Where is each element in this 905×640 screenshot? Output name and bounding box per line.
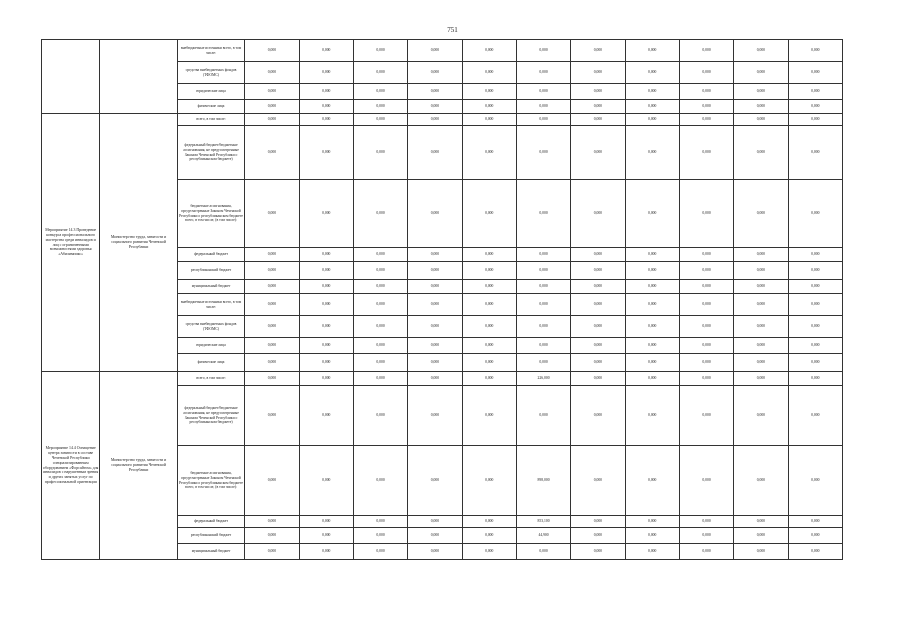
amount-cell: 0,000 [353, 544, 407, 560]
amount-cell: 0,000 [788, 100, 842, 114]
amount-cell: 0,000 [625, 386, 679, 446]
amount-cell: 0,000 [245, 354, 299, 372]
amount-cell: 0,000 [516, 100, 570, 114]
amount-cell: 0,000 [245, 126, 299, 180]
amount-cell: 0,000 [245, 338, 299, 354]
amount-cell: 0,000 [516, 544, 570, 560]
amount-cell: 0,000 [353, 100, 407, 114]
amount-cell: 0,000 [679, 180, 733, 248]
amount-cell: 0,000 [353, 84, 407, 100]
amount-cell: 0,000 [353, 372, 407, 386]
amount-cell: 0,000 [734, 280, 788, 294]
amount-cell: 0,000 [299, 248, 353, 262]
amount-cell: 0,000 [462, 126, 516, 180]
amount-cell: 0,000 [788, 528, 842, 544]
amount-cell: 0,000 [353, 386, 407, 446]
amount-cell: 0,000 [408, 516, 462, 528]
amount-cell: 0,000 [679, 354, 733, 372]
amount-cell: 0,000 [245, 516, 299, 528]
amount-cell: 0,000 [788, 126, 842, 180]
funding-source: федеральный бюджет/бюджетные ассигнования, не предусмотренные Законом Чеченской Республики о республиканском бюджете) [177, 126, 244, 180]
amount-cell: 0,000 [408, 294, 462, 316]
funding-source: федеральный бюджет/бюджетные ассигнования, не предусмотренные Законом Чеченской Республики о республиканском бюджете) [177, 386, 244, 446]
amount-cell: 0,000 [571, 372, 625, 386]
amount-cell: 0,000 [734, 40, 788, 62]
amount-cell: 0,000 [245, 100, 299, 114]
amount-cell: 0,000 [462, 114, 516, 126]
amount-cell: 0,000 [462, 262, 516, 280]
amount-cell: 0,000 [625, 544, 679, 560]
amount-cell: 0,000 [679, 372, 733, 386]
amount-cell: 0,000 [299, 40, 353, 62]
measure-executor [100, 40, 177, 114]
amount-cell: 0,000 [625, 372, 679, 386]
amount-cell: 0,000 [353, 528, 407, 544]
amount-cell: 0,000 [625, 316, 679, 338]
table-row [42, 372, 843, 386]
amount-cell: 0,000 [571, 544, 625, 560]
amount-cell: 0,000 [679, 62, 733, 84]
amount-cell: 0,000 [408, 372, 462, 386]
amount-cell: 0,000 [625, 338, 679, 354]
amount-cell: 0,000 [462, 280, 516, 294]
amount-cell: 0,000 [788, 40, 842, 62]
amount-cell: 0,000 [571, 316, 625, 338]
amount-cell: 0,000 [408, 100, 462, 114]
amount-cell: 0,000 [408, 248, 462, 262]
amount-cell: 0,000 [788, 62, 842, 84]
amount-cell: 0,000 [516, 114, 570, 126]
measure-name: Мероприятие 14.4 Оснащение центра занятости в составе Чеченской Республики специализированным оборудованием «Форсайтом» для инвалидов с нарушенным зрения и других занятых услуг по профессиональной ориентации [42, 372, 100, 560]
amount-cell: 0,000 [245, 248, 299, 262]
amount-cell: 0,000 [788, 544, 842, 560]
amount-cell: 0,000 [462, 100, 516, 114]
amount-cell: 0,000 [245, 280, 299, 294]
amount-cell: 0,000 [571, 338, 625, 354]
amount-cell: 0,000 [734, 248, 788, 262]
amount-cell: 0,000 [734, 316, 788, 338]
amount-cell: 0,000 [734, 386, 788, 446]
amount-cell: 0,000 [788, 280, 842, 294]
amount-cell: 0,000 [571, 100, 625, 114]
amount-cell: 0,000 [408, 528, 462, 544]
amount-cell: 0,000 [299, 544, 353, 560]
amount-cell: 0,000 [353, 338, 407, 354]
funding-source: всего, в том числе: [177, 114, 244, 126]
amount-cell: 0,000 [516, 294, 570, 316]
amount-cell: 0,000 [679, 338, 733, 354]
amount-cell: 0,000 [516, 386, 570, 446]
amount-cell: 0,000 [462, 40, 516, 62]
amount-cell: 0,000 [679, 40, 733, 62]
amount-cell: 0,000 [245, 62, 299, 84]
amount-cell: 0,000 [299, 446, 353, 516]
amount-cell: 0,000 [245, 84, 299, 100]
amount-cell: 0,000 [625, 62, 679, 84]
amount-cell: 0,000 [625, 280, 679, 294]
amount-cell: 0,000 [788, 262, 842, 280]
amount-cell: 0,000 [408, 338, 462, 354]
amount-cell: 0,000 [408, 126, 462, 180]
amount-cell: 0,000 [408, 316, 462, 338]
amount-cell: 0,000 [788, 316, 842, 338]
amount-cell: 0,000 [516, 338, 570, 354]
amount-cell: 0,000 [679, 544, 733, 560]
amount-cell: 0,000 [299, 180, 353, 248]
amount-cell: 0,000 [625, 446, 679, 516]
amount-cell: 0,000 [299, 516, 353, 528]
amount-cell: 0,000 [571, 180, 625, 248]
amount-cell: 0,000 [408, 354, 462, 372]
amount-cell: 0,000 [408, 262, 462, 280]
amount-cell: 0,000 [571, 62, 625, 84]
funding-source: федеральный бюджет [177, 248, 244, 262]
amount-cell: 0,000 [788, 372, 842, 386]
amount-cell: 0,000 [299, 372, 353, 386]
amount-cell: 0,000 [408, 446, 462, 516]
amount-cell: 0,000 [625, 126, 679, 180]
amount-cell: 0,000 [516, 126, 570, 180]
amount-cell: 0,000 [679, 248, 733, 262]
amount-cell: 0,000 [299, 100, 353, 114]
amount-cell: 0,000 [625, 528, 679, 544]
table-row [42, 114, 843, 126]
amount-cell: 0,000 [734, 446, 788, 516]
funding-source: юридические лица [177, 84, 244, 100]
amount-cell: 0,000 [734, 262, 788, 280]
amount-cell: 0,000 [788, 446, 842, 516]
amount-cell: 0,000 [571, 262, 625, 280]
amount-cell: 0,000 [462, 62, 516, 84]
amount-cell: 0,000 [299, 126, 353, 180]
amount-cell: 0,000 [353, 62, 407, 84]
amount-cell: 0,000 [734, 114, 788, 126]
amount-cell: 0,000 [299, 294, 353, 316]
amount-cell: 0,000 [299, 354, 353, 372]
amount-cell: 0,000 [571, 354, 625, 372]
amount-cell: 0,000 [245, 180, 299, 248]
amount-cell: 0,000 [353, 446, 407, 516]
amount-cell: 0,000 [788, 180, 842, 248]
amount-cell: 0,000 [462, 446, 516, 516]
amount-cell: 0,000 [679, 262, 733, 280]
amount-cell: 0,000 [245, 446, 299, 516]
amount-cell: 0,000 [625, 100, 679, 114]
amount-cell: 0,000 [462, 516, 516, 528]
funding-source: федеральный бюджет [177, 516, 244, 528]
amount-cell: 0,000 [625, 180, 679, 248]
measure-name [42, 40, 100, 114]
amount-cell: 0,000 [353, 516, 407, 528]
measure-name: Мероприятие 14.3 Проведение конкурса профессионального мастерства среди инвалидов и лиц с ограниченными возможностями здоровья «Абилимпикс» [42, 114, 100, 372]
amount-cell: 0,000 [245, 114, 299, 126]
amount-cell: 0,000 [679, 316, 733, 338]
amount-cell: 0,000 [516, 62, 570, 84]
amount-cell: 0,000 [299, 62, 353, 84]
amount-cell: 0,000 [788, 114, 842, 126]
amount-cell: 226,000 [516, 372, 570, 386]
amount-cell: 0,000 [679, 294, 733, 316]
amount-cell: 0,000 [734, 516, 788, 528]
amount-cell: 0,000 [462, 386, 516, 446]
amount-cell: 853,100 [516, 516, 570, 528]
amount-cell: 0,000 [245, 316, 299, 338]
amount-cell: 0,000 [299, 84, 353, 100]
amount-cell: 898,000 [516, 446, 570, 516]
amount-cell: 0,000 [408, 40, 462, 62]
amount-cell: 0,000 [734, 126, 788, 180]
amount-cell: 0,000 [462, 84, 516, 100]
amount-cell: 44,900 [516, 528, 570, 544]
amount-cell: 0,000 [788, 386, 842, 446]
amount-cell: 0,000 [516, 316, 570, 338]
amount-cell: 0,000 [571, 280, 625, 294]
amount-cell: 0,000 [408, 114, 462, 126]
amount-cell: 0,000 [571, 386, 625, 446]
amount-cell: 0,000 [245, 386, 299, 446]
amount-cell: 0,000 [245, 294, 299, 316]
funding-source: внебюджетные источники всего, в том числе: [177, 294, 244, 316]
amount-cell: 0,000 [734, 294, 788, 316]
amount-cell: 0,000 [353, 354, 407, 372]
amount-cell: 0,000 [408, 280, 462, 294]
amount-cell: 0,000 [734, 180, 788, 248]
amount-cell: 0,000 [571, 126, 625, 180]
amount-cell: 0,000 [788, 294, 842, 316]
amount-cell: 0,000 [734, 338, 788, 354]
amount-cell: 0,000 [625, 40, 679, 62]
amount-cell: 0,000 [299, 262, 353, 280]
amount-cell: 0,000 [353, 262, 407, 280]
amount-cell: 0,000 [516, 262, 570, 280]
amount-cell: 0,000 [353, 126, 407, 180]
amount-cell: 0,000 [734, 62, 788, 84]
amount-cell: 0,000 [788, 516, 842, 528]
amount-cell: 0,000 [353, 294, 407, 316]
amount-cell: 0,000 [462, 316, 516, 338]
amount-cell: 0,000 [462, 528, 516, 544]
funding-source: средства внебюджетных фондов (ТФОМС) [177, 62, 244, 84]
funding-source: республиканский бюджет [177, 262, 244, 280]
amount-cell: 0,000 [734, 354, 788, 372]
amount-cell: 0,000 [462, 354, 516, 372]
amount-cell: 0,000 [245, 262, 299, 280]
amount-cell: 0,000 [571, 516, 625, 528]
funding-source: муниципальный бюджет [177, 544, 244, 560]
amount-cell: 0,000 [734, 528, 788, 544]
amount-cell: 0,000 [788, 354, 842, 372]
amount-cell: 0,000 [679, 100, 733, 114]
amount-cell: 0,000 [299, 316, 353, 338]
amount-cell: 0,000 [516, 248, 570, 262]
amount-cell: 0,000 [353, 248, 407, 262]
amount-cell: 0,000 [353, 316, 407, 338]
amount-cell: 0,000 [353, 40, 407, 62]
amount-cell: 0,000 [734, 84, 788, 100]
measure-executor: Министерство труда, занятости и социального развития Чеченской Республики [100, 372, 177, 560]
amount-cell: 0,000 [408, 386, 462, 446]
amount-cell: 0,000 [734, 544, 788, 560]
amount-cell: 0,000 [679, 126, 733, 180]
amount-cell: 0,000 [625, 262, 679, 280]
amount-cell: 0,000 [625, 354, 679, 372]
amount-cell: 0,000 [679, 386, 733, 446]
amount-cell: 0,000 [734, 100, 788, 114]
amount-cell: 0,000 [734, 372, 788, 386]
amount-cell: 0,000 [571, 446, 625, 516]
amount-cell: 0,000 [679, 516, 733, 528]
amount-cell: 0,000 [625, 294, 679, 316]
amount-cell: 0,000 [679, 114, 733, 126]
funding-source: муниципальный бюджет [177, 280, 244, 294]
funding-source: всего, в том числе: [177, 372, 244, 386]
amount-cell: 0,000 [625, 84, 679, 100]
funding-source: внебюджетные источники всего, в том числе: [177, 40, 244, 62]
amount-cell: 0,000 [679, 280, 733, 294]
amount-cell: 0,000 [299, 338, 353, 354]
funding-source: бюджетные ассигнования, предусмотренные Законом Чеченской Республики о республиканском бюджете всего, в том числе, (в том числе): [177, 180, 244, 248]
amount-cell: 0,000 [408, 544, 462, 560]
amount-cell: 0,000 [299, 386, 353, 446]
amount-cell: 0,000 [245, 40, 299, 62]
amount-cell: 0,000 [299, 280, 353, 294]
amount-cell: 0,000 [571, 40, 625, 62]
amount-cell: 0,000 [788, 338, 842, 354]
amount-cell: 0,000 [516, 180, 570, 248]
amount-cell: 0,000 [245, 544, 299, 560]
funding-source: физические лица [177, 354, 244, 372]
amount-cell: 0,000 [408, 62, 462, 84]
funding-source: юридические лица [177, 338, 244, 354]
amount-cell: 0,000 [571, 84, 625, 100]
amount-cell: 0,000 [625, 248, 679, 262]
amount-cell: 0,000 [353, 180, 407, 248]
amount-cell: 0,000 [408, 180, 462, 248]
amount-cell: 0,000 [462, 248, 516, 262]
amount-cell: 0,000 [462, 180, 516, 248]
amount-cell: 0,000 [516, 280, 570, 294]
amount-cell: 0,000 [571, 294, 625, 316]
page-number: 751 [447, 26, 458, 34]
amount-cell: 0,000 [516, 84, 570, 100]
amount-cell: 0,000 [625, 114, 679, 126]
amount-cell: 0,000 [353, 114, 407, 126]
amount-cell: 0,000 [245, 372, 299, 386]
amount-cell: 0,000 [788, 84, 842, 100]
funding-source: бюджетные ассигнования, предусмотренные Законом Чеченской Республики о республиканском бюджете всего, в том числе, (в том числе): [177, 446, 244, 516]
amount-cell: 0,000 [679, 84, 733, 100]
amount-cell: 0,000 [679, 528, 733, 544]
amount-cell: 0,000 [462, 294, 516, 316]
amount-cell: 0,000 [625, 516, 679, 528]
amount-cell: 0,000 [516, 354, 570, 372]
amount-cell: 0,000 [516, 40, 570, 62]
amount-cell: 0,000 [571, 114, 625, 126]
amount-cell: 0,000 [571, 248, 625, 262]
funding-source: физические лица [177, 100, 244, 114]
financing-table [41, 39, 843, 560]
table-row [42, 40, 843, 62]
amount-cell: 0,000 [299, 528, 353, 544]
funding-source: средства внебюджетных фондов (ТФОМС) [177, 316, 244, 338]
funding-source: республиканский бюджет [177, 528, 244, 544]
amount-cell: 0,000 [408, 84, 462, 100]
amount-cell: 0,000 [353, 280, 407, 294]
amount-cell: 0,000 [462, 338, 516, 354]
amount-cell: 0,000 [571, 528, 625, 544]
amount-cell: 0,000 [299, 114, 353, 126]
measure-executor: Министерство труда, занятости и социального развития Чеченской Республики [100, 114, 177, 372]
amount-cell: 0,000 [788, 248, 842, 262]
amount-cell: 0,000 [462, 372, 516, 386]
amount-cell: 0,000 [245, 528, 299, 544]
amount-cell: 0,000 [679, 446, 733, 516]
amount-cell: 0,000 [462, 544, 516, 560]
